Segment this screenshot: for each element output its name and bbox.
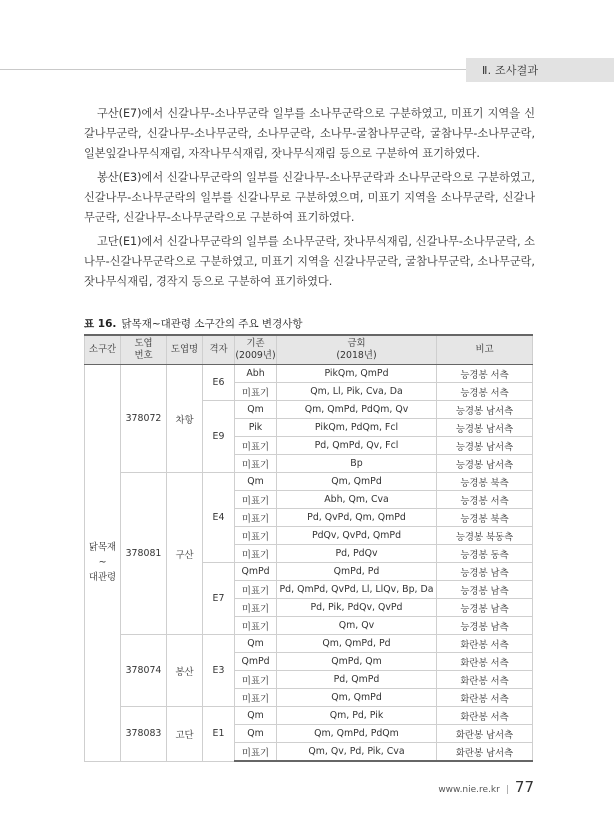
remark-cell: 화란봉 남서측 bbox=[437, 725, 533, 743]
footer-website: www.nie.re.kr bbox=[438, 785, 500, 795]
existing-cell: Qm bbox=[235, 635, 277, 653]
table-header-row bbox=[85, 335, 533, 365]
header-map-no: 도엽 번호 bbox=[121, 335, 167, 365]
section-title: Ⅱ. 조사결과 bbox=[482, 64, 539, 77]
map-number-cell: 378083 bbox=[121, 707, 167, 762]
table-caption-number: 표 16. bbox=[84, 318, 117, 330]
current-cell: Bp bbox=[277, 455, 437, 473]
current-cell: Pd, QvPd, Qm, QmPd bbox=[277, 509, 437, 527]
remark-cell: 능경봉 남서측 bbox=[437, 401, 533, 419]
map-name-cell: 구산 bbox=[167, 473, 203, 635]
paragraph: 구산(E7)에서 신갈나무-소나무군락 일부를 소나무군락으로 구분하였고, 미표기 지역을 신갈나무군락, 신갈나무-소나무군락, 소나무군락, 소나무-굴참나무군락, 굴참나무-소나무군락, 일본잎갈나무식재림, 자작나무식재림, 잣나무식재림 등으로 구분하여 표기하였다. bbox=[84, 107, 535, 160]
header-current: 금회 (2018년) bbox=[277, 335, 437, 365]
remark-cell: 화란봉 서측 bbox=[437, 707, 533, 725]
current-cell: QmPd, Qm bbox=[277, 653, 437, 671]
current-cell: Qm, QmPd, PdQm, Qv bbox=[277, 401, 437, 419]
current-cell: Abh, Qm, Cva bbox=[277, 491, 437, 509]
current-cell: Pd, QmPd, Qv, Fcl bbox=[277, 437, 437, 455]
paragraph: 봉산(E3)에서 신갈나무군락의 일부를 신갈나무-소나무군락과 소나무군락으로 구분하였고, 신갈나무-소나무군락의 일부를 신갈나무로 구분하였으며, 미표기 지역을 소나무군락, 신갈나무군락, 신갈나무-소나무군락으로 구분하여 표기하였다. bbox=[84, 171, 535, 224]
existing-cell: 미표기 bbox=[235, 671, 277, 689]
body-text bbox=[84, 104, 535, 296]
page-footer bbox=[438, 778, 534, 796]
existing-cell: 미표기 bbox=[235, 527, 277, 545]
table-caption bbox=[84, 316, 303, 331]
remark-cell: 화란봉 서측 bbox=[437, 635, 533, 653]
remark-cell: 능경봉 북동측 bbox=[437, 527, 533, 545]
existing-cell: 미표기 bbox=[235, 617, 277, 635]
remark-cell: 화란봉 서측 bbox=[437, 689, 533, 707]
grid-cell: E3 bbox=[203, 635, 235, 707]
remark-cell: 능경봉 서측 bbox=[437, 491, 533, 509]
current-cell: Qm, Pd, Pik bbox=[277, 707, 437, 725]
existing-cell: 미표기 bbox=[235, 437, 277, 455]
subsection-cell: 닭목재 ~ 대관령 bbox=[85, 365, 121, 762]
existing-cell: 미표기 bbox=[235, 455, 277, 473]
current-cell: Qm, QmPd bbox=[277, 473, 437, 491]
current-cell: Qm, QmPd bbox=[277, 689, 437, 707]
remark-cell: 능경봉 서측 bbox=[437, 383, 533, 401]
current-cell: PikQm, QmPd bbox=[277, 365, 437, 383]
paragraph: 고단(E1)에서 신갈나무군락의 일부를 소나무군락, 잣나무식재림, 신갈나무-소나무군락, 소나무-신갈나무군락으로 구분하였고, 미표기 지역을 신갈나무군락, 굴참나무군락, 소나무군락, 잣나무식재림, 경작지 등으로 구분하여 표기하였다. bbox=[84, 235, 535, 288]
remark-cell: 능경봉 동측 bbox=[437, 545, 533, 563]
grid-cell: E6 bbox=[203, 365, 235, 401]
remark-cell: 능경봉 북측 bbox=[437, 473, 533, 491]
existing-cell: 미표기 bbox=[235, 743, 277, 762]
existing-cell: Qm bbox=[235, 473, 277, 491]
header-existing: 기존 (2009년) bbox=[235, 335, 277, 365]
existing-cell: 미표기 bbox=[235, 509, 277, 527]
existing-cell: QmPd bbox=[235, 653, 277, 671]
existing-cell: Qm bbox=[235, 725, 277, 743]
remark-cell: 능경봉 남측 bbox=[437, 563, 533, 581]
table-row bbox=[85, 707, 533, 725]
current-cell: QmPd, Pd bbox=[277, 563, 437, 581]
header-grid: 격자 bbox=[203, 335, 235, 365]
table-row bbox=[85, 635, 533, 653]
existing-cell: 미표기 bbox=[235, 599, 277, 617]
map-name-cell: 봉산 bbox=[167, 635, 203, 707]
existing-cell: 미표기 bbox=[235, 545, 277, 563]
existing-cell: 미표기 bbox=[235, 383, 277, 401]
table-caption-text: 닭목재~대관령 소구간의 주요 변경사항 bbox=[121, 318, 303, 330]
map-number-cell: 378074 bbox=[121, 635, 167, 707]
remark-cell: 능경봉 남측 bbox=[437, 599, 533, 617]
map-number-cell: 378072 bbox=[121, 365, 167, 473]
remark-cell: 화란봉 서측 bbox=[437, 671, 533, 689]
existing-cell: 미표기 bbox=[235, 581, 277, 599]
header-subsection: 소구간 bbox=[85, 335, 121, 365]
page-number: 77 bbox=[514, 778, 534, 796]
header-remark: 비고 bbox=[437, 335, 533, 365]
current-cell: Qm, Ll, Pik, Cva, Da bbox=[277, 383, 437, 401]
header-rule bbox=[0, 69, 466, 70]
grid-cell: E7 bbox=[203, 563, 235, 635]
remark-cell: 능경봉 서측 bbox=[437, 365, 533, 383]
current-cell: Pd, QmPd bbox=[277, 671, 437, 689]
current-cell: Qm, Qv, Pd, Pik, Cva bbox=[277, 743, 437, 762]
current-cell: PikQm, PdQm, Fcl bbox=[277, 419, 437, 437]
grid-cell: E4 bbox=[203, 473, 235, 563]
remark-cell: 능경봉 남서측 bbox=[437, 455, 533, 473]
map-name-cell: 차항 bbox=[167, 365, 203, 473]
remark-cell: 능경봉 남측 bbox=[437, 581, 533, 599]
current-cell: Qm, QmPd, PdQm bbox=[277, 725, 437, 743]
current-cell: Pd, QmPd, QvPd, Ll, LlQv, Bp, Da bbox=[277, 581, 437, 599]
current-cell: PdQv, QvPd, QmPd bbox=[277, 527, 437, 545]
current-cell: Qm, QmPd, Pd bbox=[277, 635, 437, 653]
remark-cell: 능경봉 남측 bbox=[437, 617, 533, 635]
existing-cell: Qm bbox=[235, 707, 277, 725]
existing-cell: Pik bbox=[235, 419, 277, 437]
existing-cell: QmPd bbox=[235, 563, 277, 581]
remark-cell: 화란봉 서측 bbox=[437, 653, 533, 671]
grid-cell: E9 bbox=[203, 401, 235, 473]
header-map-name: 도엽명 bbox=[167, 335, 203, 365]
table-row bbox=[85, 473, 533, 491]
footer-separator: | bbox=[505, 785, 509, 795]
existing-cell: 미표기 bbox=[235, 689, 277, 707]
remark-cell: 능경봉 남서측 bbox=[437, 419, 533, 437]
existing-cell: Abh bbox=[235, 365, 277, 383]
map-name-cell: 고단 bbox=[167, 707, 203, 762]
table-body bbox=[85, 365, 533, 762]
existing-cell: 미표기 bbox=[235, 491, 277, 509]
grid-cell: E1 bbox=[203, 707, 235, 762]
current-cell: Pd, Pik, PdQv, QvPd bbox=[277, 599, 437, 617]
remark-cell: 능경봉 남서측 bbox=[437, 437, 533, 455]
table-row bbox=[85, 365, 533, 383]
remark-cell: 능경봉 북측 bbox=[437, 509, 533, 527]
map-number-cell: 378081 bbox=[121, 473, 167, 635]
change-table bbox=[84, 334, 533, 762]
existing-cell: Qm bbox=[235, 401, 277, 419]
current-cell: Qm, Qv bbox=[277, 617, 437, 635]
current-cell: Pd, PdQv bbox=[277, 545, 437, 563]
remark-cell: 화란봉 남서측 bbox=[437, 743, 533, 762]
